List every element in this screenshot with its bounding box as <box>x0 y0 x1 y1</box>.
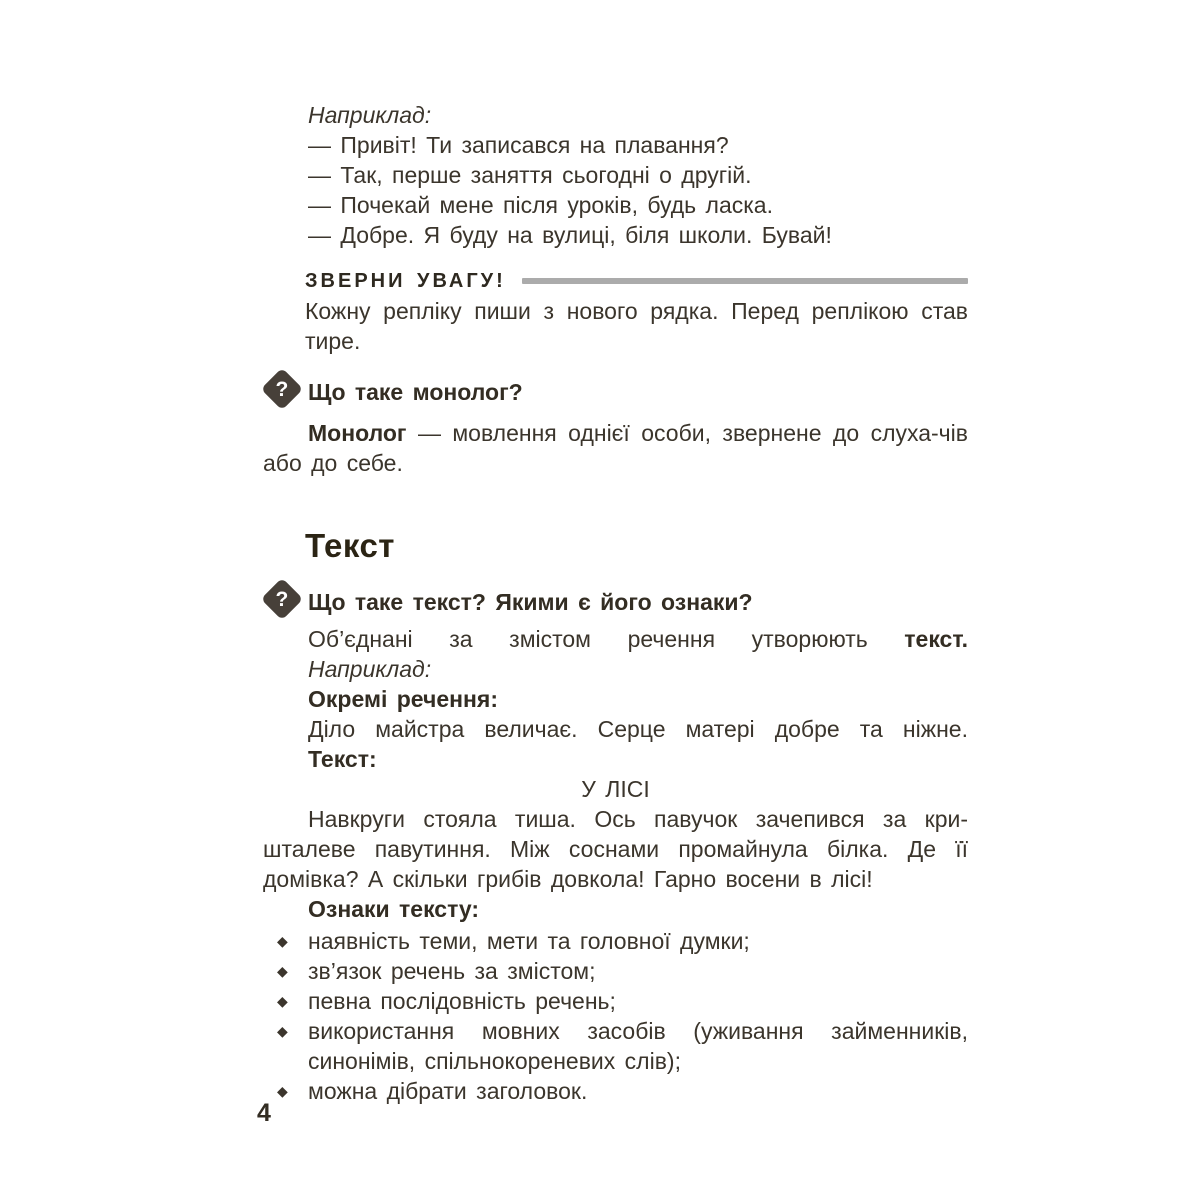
diamond-bullet-icon: ◆ <box>277 1083 288 1099</box>
separate-sentences: Діло майстра величає. Серце матері добре та ніжне. <box>308 716 968 742</box>
sample-text-body: Навкруги стояла тиша. Ось павучок зачепився за кри-шталеве павутиння. Між соснами промайнула білка. Де її домівка? А скільки грибів довкола! Гарно восени в лісі! <box>263 806 968 892</box>
dialogue-line: — Так, перше заняття сьогодні о другій. <box>308 162 752 188</box>
page-number: 4 <box>257 1099 271 1127</box>
separate-sentences-label: Окремі речення: <box>308 686 498 712</box>
attention-callout <box>305 266 968 356</box>
text-intro-plain: Об’єднані за змістом речення утворюють <box>308 626 905 652</box>
definition-text: — мовлення однієї особи, звернене до слуха-чів або до себе. <box>263 420 968 476</box>
question-block-monologue <box>263 370 968 414</box>
diamond-bullet-icon: ◆ <box>277 993 288 1009</box>
question-heading: Що таке монолог? <box>308 379 523 405</box>
question-mark-glyph: ? <box>275 377 289 401</box>
question-mark-icon <box>261 368 303 410</box>
list-item-text: наявність теми, мети та головної думки; <box>308 928 750 954</box>
diamond-bullet-icon: ◆ <box>277 1023 288 1039</box>
text-label: Текст: <box>308 746 377 772</box>
text-intro-bold: текст. <box>904 626 968 652</box>
monologue-definition <box>263 418 968 478</box>
diamond-bullet-icon: ◆ <box>277 933 288 949</box>
example-label: Наприклад: <box>308 656 432 682</box>
section-heading-text: Текст <box>305 527 395 564</box>
list-item <box>263 986 968 1016</box>
list-item <box>263 1016 968 1076</box>
example-label: Наприклад: <box>308 102 432 128</box>
list-item <box>263 1076 968 1106</box>
list-item-text: використання мовних засобів (уживання займенників, синонімів, спільнокореневих слів); <box>308 1018 968 1074</box>
attention-rule <box>522 278 968 284</box>
question-mark-glyph: ? <box>275 587 289 611</box>
sample-text-title: У ЛІСІ <box>581 776 650 802</box>
list-item-text: певна послідовність речень; <box>308 988 616 1014</box>
dialogue-line: — Добре. Я буду на вулиці, біля школи. Бувай! <box>308 222 832 248</box>
definition-term: Монолог <box>308 420 407 446</box>
question-mark-icon <box>261 578 303 620</box>
dialogue-line: — Привіт! Ти записався на плавання? <box>308 132 729 158</box>
diamond-bullet-icon: ◆ <box>277 963 288 979</box>
attention-text: Кожну репліку пиши з нового рядка. Перед реплікою став тире. <box>305 298 968 354</box>
question-heading: Що таке текст? Якими є його ознаки? <box>308 589 753 615</box>
question-block-text <box>263 580 968 624</box>
dialogue-line: — Почекай мене після уроків, будь ласка. <box>308 192 773 218</box>
list-item <box>263 926 968 956</box>
attention-title: ЗВЕРНИ УВАГУ! <box>305 270 506 292</box>
features-list <box>263 926 968 1106</box>
list-item-text: зв’язок речень за змістом; <box>308 958 596 984</box>
list-item <box>263 956 968 986</box>
text-intro-line <box>263 624 968 654</box>
page-content <box>263 100 968 1106</box>
list-item-text: можна дібрати заголовок. <box>308 1078 588 1104</box>
attention-callout-header <box>305 266 968 296</box>
features-label: Ознаки тексту: <box>308 896 480 922</box>
dialogue-block <box>263 130 968 250</box>
